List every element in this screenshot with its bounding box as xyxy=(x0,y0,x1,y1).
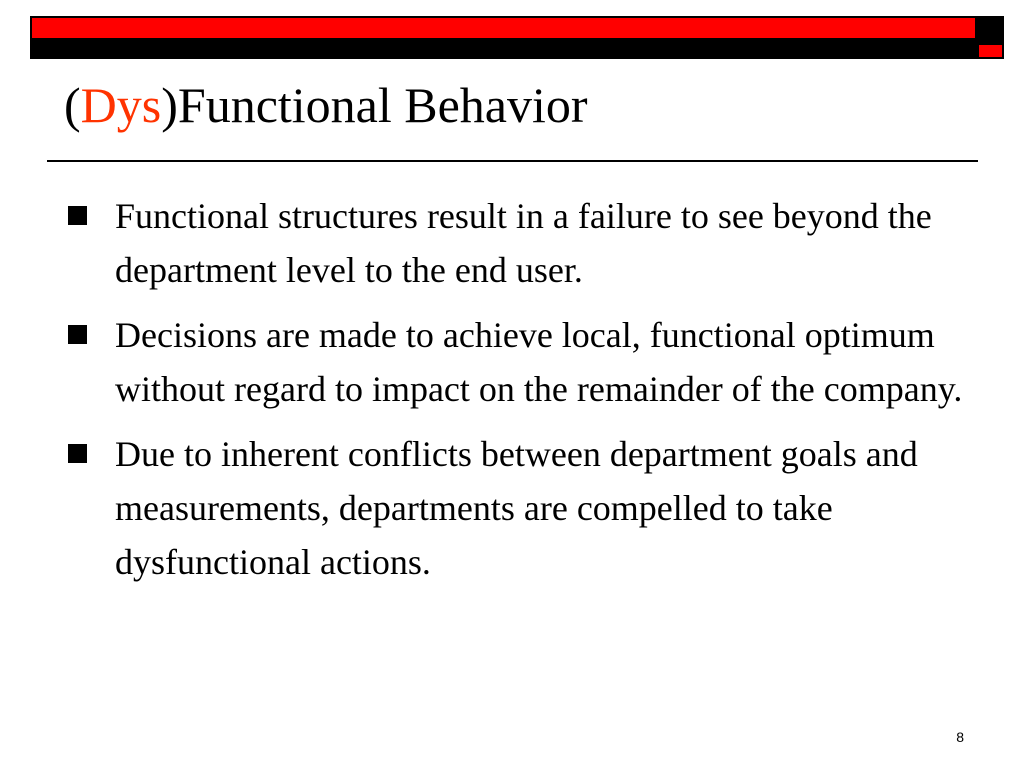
bullet-text: Functional structures result in a failure to see beyond the department level to the end user. xyxy=(115,196,932,290)
title-underline-rule xyxy=(47,160,978,162)
bullet-list xyxy=(64,189,964,600)
slide-title xyxy=(64,70,588,140)
bullet-text: Decisions are made to achieve local, functional optimum without regard to impact on the remainder of the company. xyxy=(115,315,963,409)
decorative-corner-square-red xyxy=(977,43,1004,59)
decorative-corner-square-black xyxy=(977,16,1004,43)
square-bullet-icon xyxy=(68,206,87,225)
title-accent-text: Dys xyxy=(80,77,162,133)
square-bullet-icon xyxy=(68,325,87,344)
title-rest-text: )Functional Behavior xyxy=(161,77,588,133)
square-bullet-icon xyxy=(68,444,87,463)
bullet-item xyxy=(64,308,964,416)
bullet-item xyxy=(64,189,964,297)
decorative-top-bar-stripe xyxy=(32,38,975,57)
bullet-item xyxy=(64,427,964,589)
bullet-text: Due to inherent conflicts between department goals and measurements, departments are compelled to take dysfunctional actions. xyxy=(115,434,918,582)
decorative-top-bar xyxy=(30,16,977,59)
title-open-paren: ( xyxy=(64,77,81,133)
slide-number: 8 xyxy=(956,729,964,745)
